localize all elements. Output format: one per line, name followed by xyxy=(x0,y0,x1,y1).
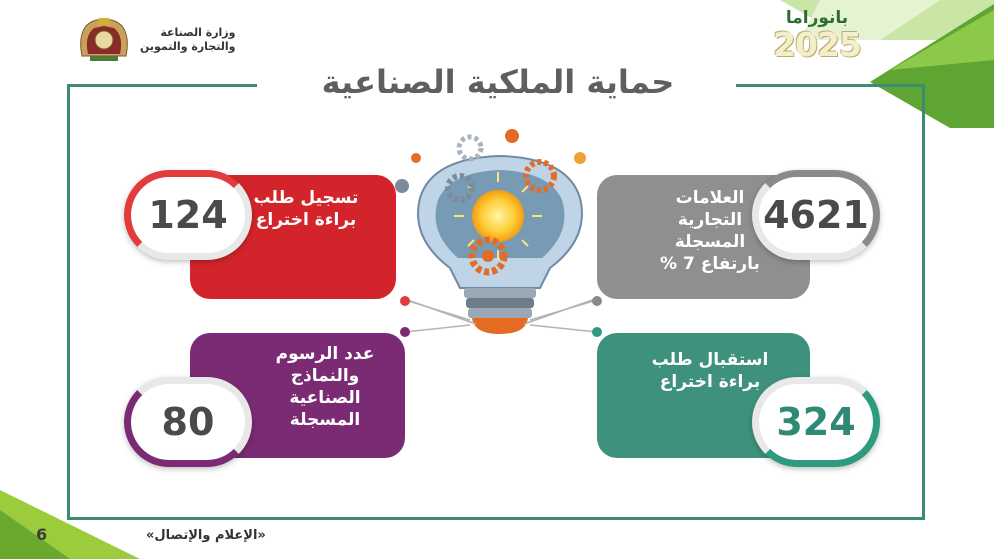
page-title: حماية الملكية الصناعية xyxy=(321,63,675,101)
connector-dot-green xyxy=(592,327,602,337)
connector-dot-gray xyxy=(592,296,602,306)
trademarks-value: 4621 xyxy=(752,170,880,260)
patent-receipt-value: 324 xyxy=(752,377,880,467)
patent-receipt-label: استقبال طلب براءة اختراع xyxy=(651,350,769,392)
industrial-designs-value: 80 xyxy=(124,377,252,467)
industrial-designs-label: عدد الرسوم والنماذج الصناعية المسجلة xyxy=(275,344,375,430)
trademarks-label: العلامات التجارية المسجلة بارتفاع 7 % xyxy=(660,188,760,274)
ministry-line-2: والتجارة والتموين xyxy=(140,40,236,53)
patent-registration-label: تسجيل طلب براءة اختراع xyxy=(253,188,359,230)
ministry-line-1: وزارة الصناعة xyxy=(160,26,236,39)
panorama-year: 2025 xyxy=(773,25,861,64)
connector-dot-purple xyxy=(400,327,410,337)
department-name: «الإعلام والإتصال» xyxy=(146,528,266,543)
page-number: 6 xyxy=(36,525,48,544)
patent-registration-value: 124 xyxy=(124,170,252,260)
connector-dot-red xyxy=(400,296,410,306)
panorama-word: بانوراما xyxy=(785,8,849,28)
